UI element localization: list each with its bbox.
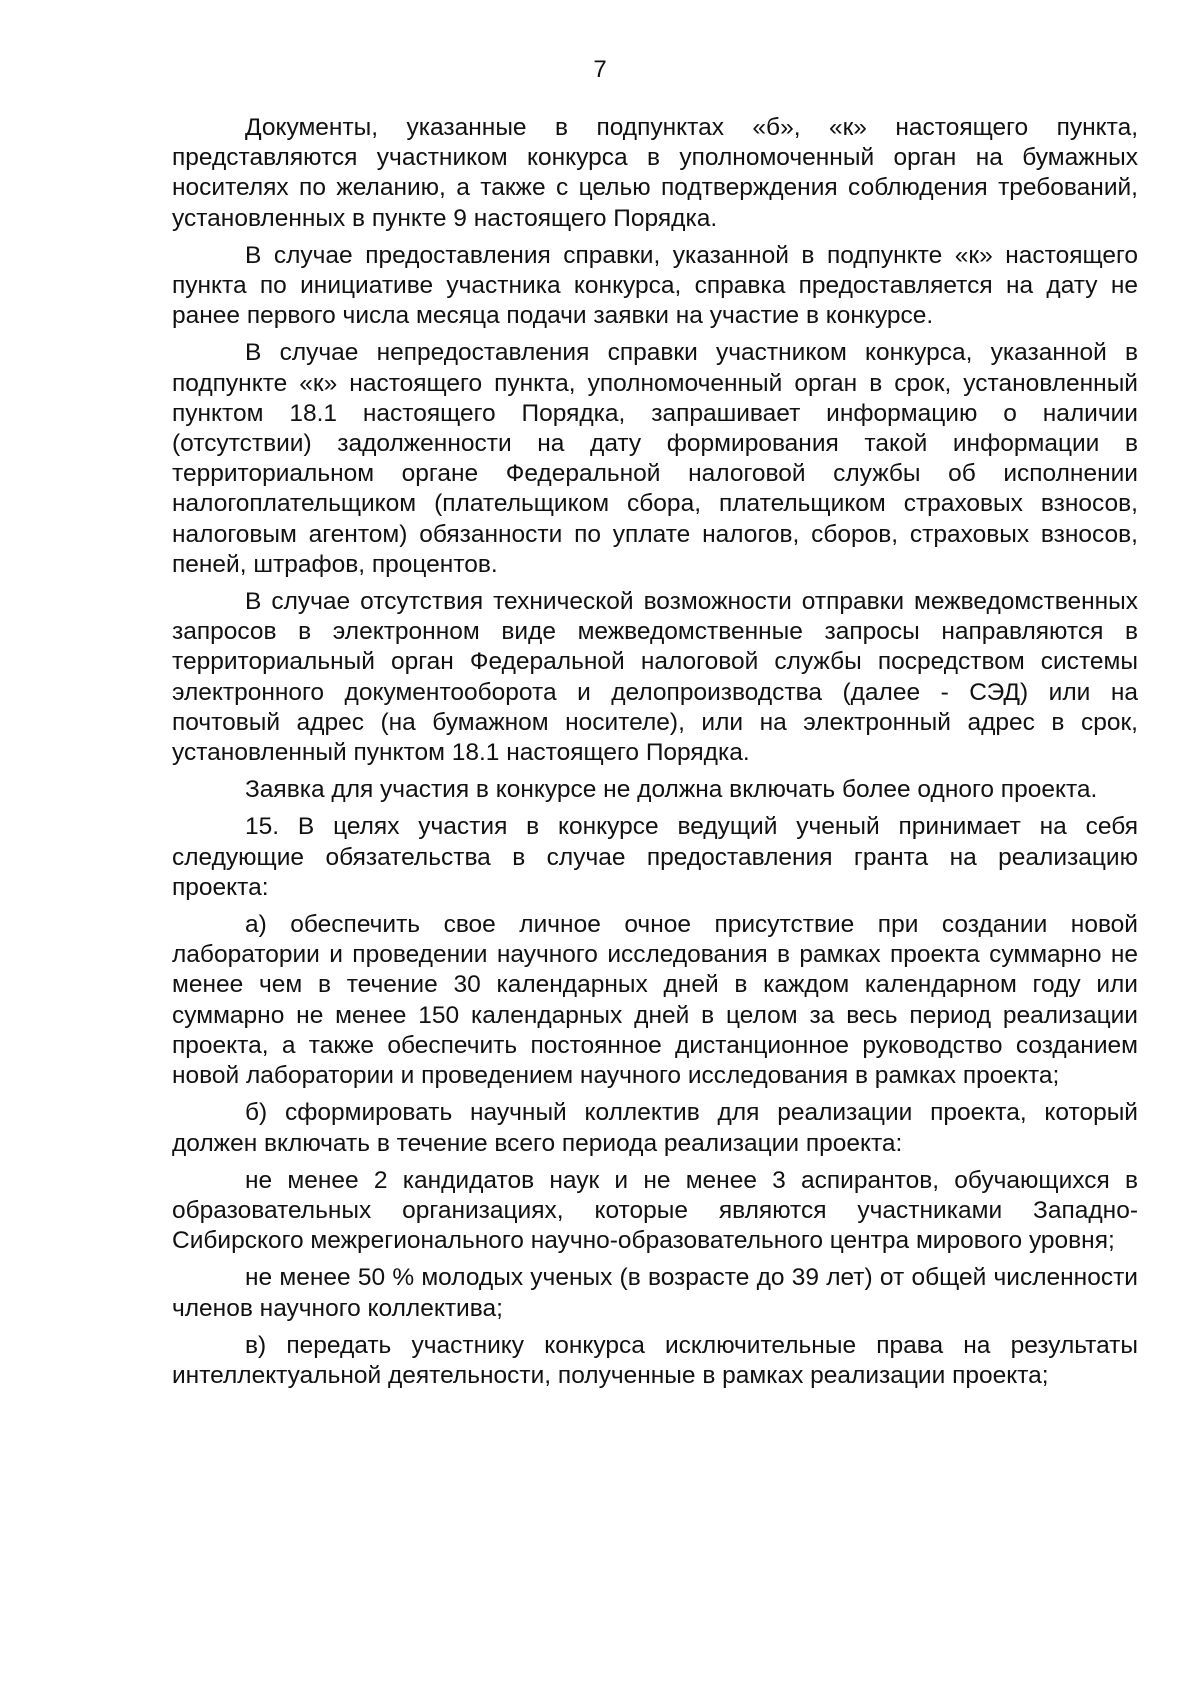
paragraph-documents-submission: Документы, указанные в подпунктах «б», «к» настоящего пункта, представляются участником конкурса в уполномоченный орган на бумажных носителях по желанию, а также с целью подтверждения соблюдения требований, установленных в пункте 9 настоящего Порядка. [172, 114, 1138, 232]
paragraph-item-15-v: в) передать участнику конкурса исключительные права на результаты интеллектуальной деятельности, полученные в рамках реализации проекта; [172, 1331, 1138, 1389]
paragraph-item-15: 15. В целях участия в конкурсе ведущий ученый принимает на себя следующие обязательства в случае предоставления гранта на реализацию проекта: [172, 813, 1138, 901]
page-number: 7 [593, 56, 607, 83]
paragraph-certificate-initiative: В случае предоставления справки, указанной в подпункте «к» настоящего пункта по инициативе участника конкурса, справка предоставляется на дату не ранее первого числа месяца подачи заявки на участие в конкурсе. [172, 241, 1138, 330]
paragraph-item-15-b-young-scientists: не менее 50 % молодых ученых (в возрасте до 39 лет) от общей численности членов научного коллектива; [172, 1264, 1138, 1322]
paragraph-item-15-b-candidates: не менее 2 кандидатов наук и не менее 3 аспирантов, обучающихся в образовательных организациях, которые являются участниками Западно-Сибирского межрегионального научно-образовательного центра мирового уровня; [172, 1166, 1138, 1255]
paragraph-certificate-not-provided: В случае непредоставления справки участником конкурса, указанной в подпункте «к» настоящего пункта, уполномоченный орган в срок, установленный пунктом 18.1 настоящего Порядка, запрашивает информацию о наличии (отсутствии) задолженности на дату формирования такой информации в территориальном органе Федеральной налоговой службы об исполнении налогоплательщиком (плательщиком сбора, плательщиком страховых взносов, налоговым агентом) обязанности по уплате налогов, сборов, страховых взносов, пеней, штрафов, процентов. [172, 339, 1138, 578]
paragraph-application-limit: Заявка для участия в конкурсе не должна включать более одного проекта. [245, 776, 1098, 804]
paragraph-interdepartmental-requests: В случае отсутствия технической возможности отправки межведомственных запросов в электронном виде межведомственные запросы направляются в территориальный орган Федеральной налоговой службы посредством системы электронного документооборота и делопроизводства (далее - СЭД) или на почтовый адрес (на бумажном носителе), или на электронный адрес в срок, установленный пунктом 18.1 настоящего Порядка. [172, 588, 1138, 767]
document-body [172, 113, 1138, 1398]
paragraph-item-15-a: а) обеспечить свое личное очное присутствие при создании новой лаборатории и проведении научного исследования в рамках проекта суммарно не менее чем в течение 30 календарных дней в каждом календарном году или суммарно не менее 150 календарных дней в целом за весь период реализации проекта, а также обеспечить постоянное дистанционное руководство созданием новой лаборатории и проведением научного исследования в рамках проекта; [172, 911, 1138, 1090]
paragraph-item-15-b: б) сформировать научный коллектив для реализации проекта, который должен включать в течение всего периода реализации проекта: [172, 1099, 1138, 1157]
